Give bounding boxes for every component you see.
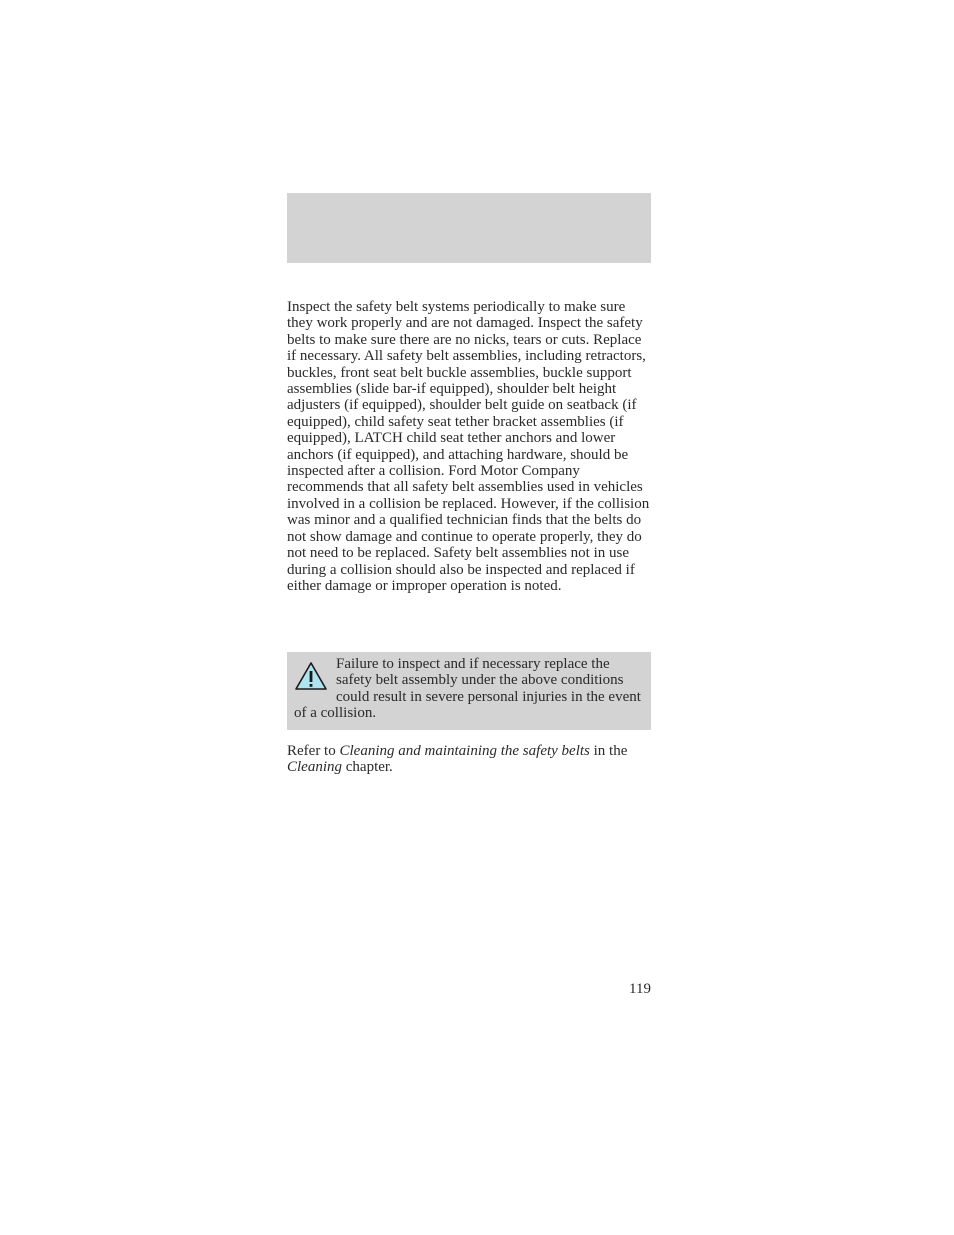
refer-paragraph [287, 743, 651, 776]
refer-chapter: Cleaning [287, 759, 342, 776]
warning-text: Failure to inspect and if necessary replace the safety belt assembly under the above conditions could result in severe personal injuries in the event of a collision. [294, 656, 641, 722]
refer-prefix: Refer to [287, 743, 340, 759]
refer-topic: Cleaning and maintaining the safety belts [339, 743, 590, 759]
refer-suffix: chapter. [342, 759, 393, 776]
body-paragraph: Inspect the safety belt systems periodically to make sure they work properly and are not damaged. Inspect the safety belts to make sure there are no nicks, tears or cuts. Replace if necessary. All safety belt assemblies, including retractors, buckles, front seat belt buckle assemblies, buckle support assemblies (slide bar-if equipped), shoulder belt height adjusters (if equipped), shoulder belt guide on seatback (if equipped), child safety seat tether bracket assemblies (if equipped), LATCH child seat tether anchors and lower anchors (if equipped), and attaching hardware, should be inspected after a collision. Ford Motor Company recommends that all safety belt assemblies used in vehicles involved in a collision be replaced. However, if the collision was minor and a qualified technician finds that the belts do not show damage and continue to operate properly, they do not need to be replaced. Safety belt assemblies not in use during a collision should also be inspected and replaced if either damage or improper operation is noted. [287, 299, 650, 594]
page-number: 119 [629, 981, 651, 997]
refer-middle: in the [589, 743, 628, 759]
warning-box [287, 652, 651, 730]
section-header-bar [287, 193, 651, 263]
warning-triangle-icon [294, 661, 328, 691]
